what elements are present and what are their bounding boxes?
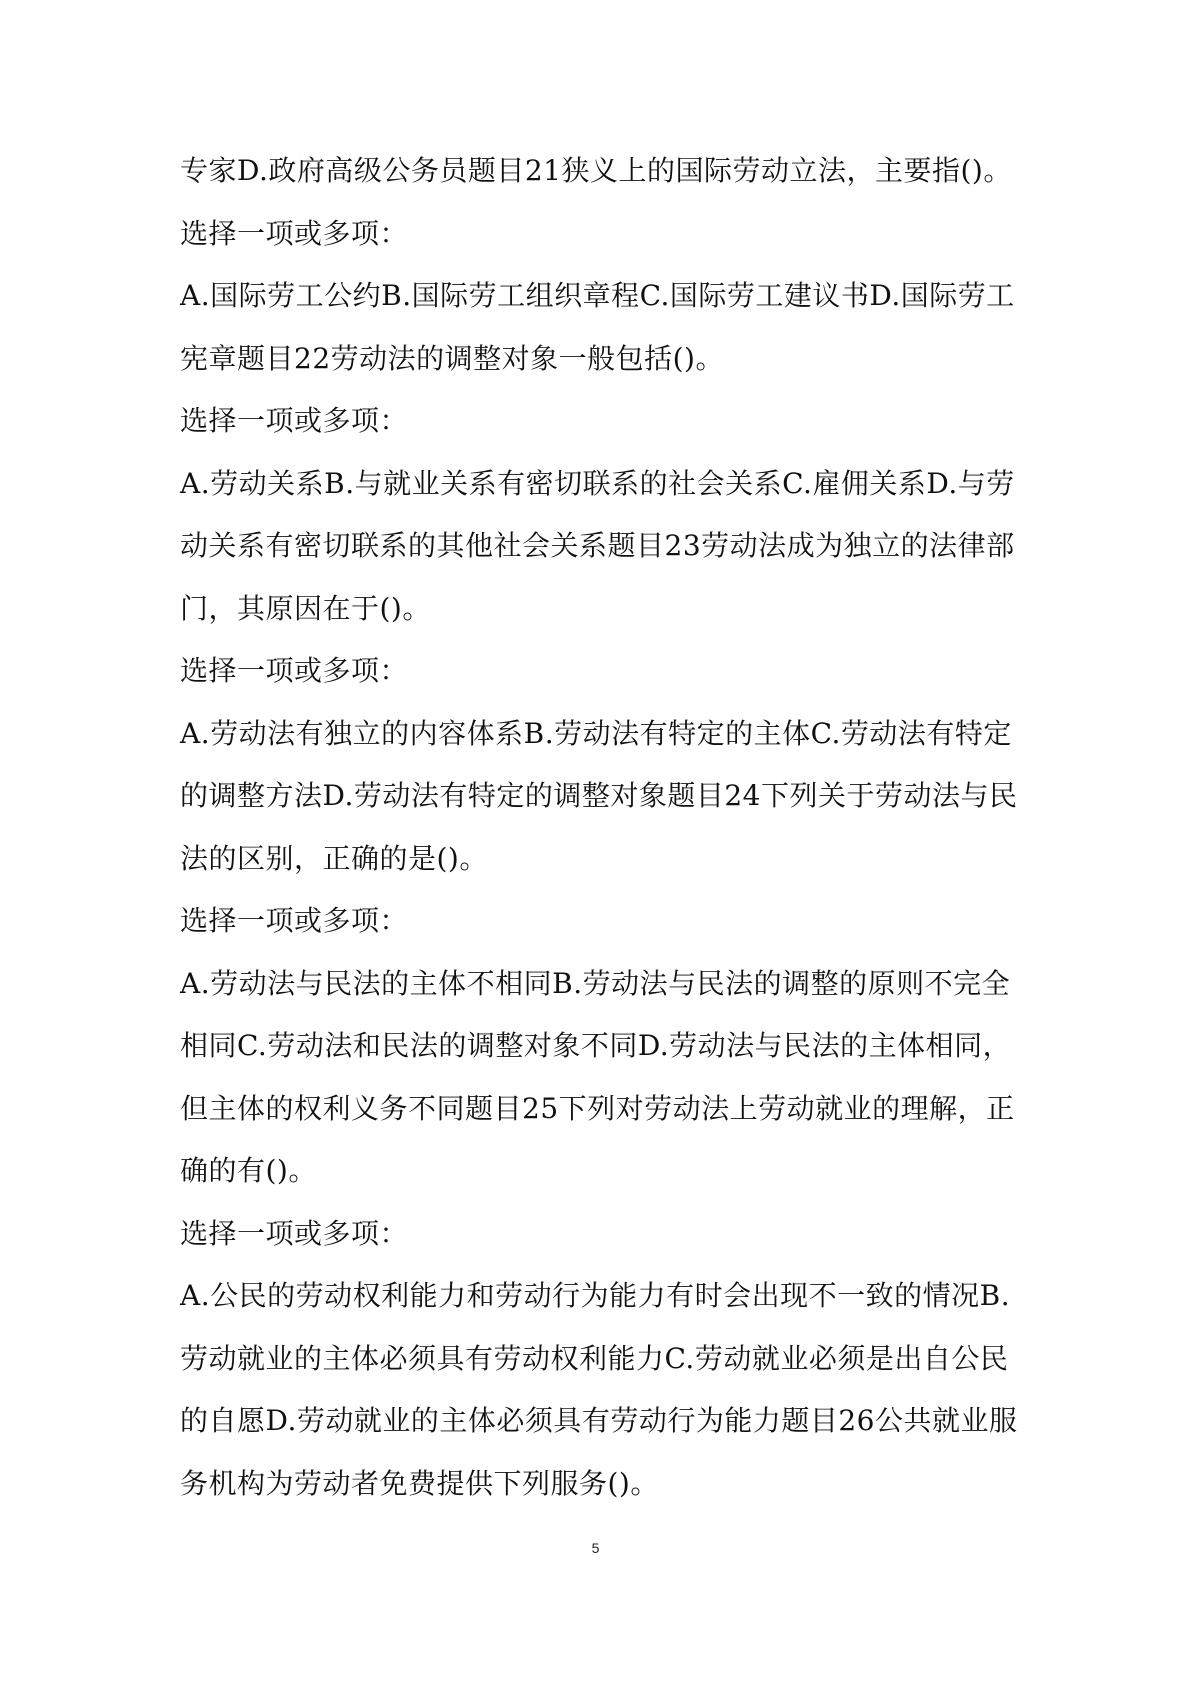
text-line: 但主体的权利义务不同题目25下列对劳动法上劳动就业的理解，正 [180,1091,1015,1125]
text-line: 门，其原因在于()。 [180,591,431,625]
text-line: 动关系有密切联系的其他社会关系题目23劳动法成为独立的法律部 [180,529,1015,562]
text-line: 法的区别，正确的是()。 [180,841,488,875]
text-line: 选择一项或多项： [180,404,409,437]
text-line: 确的有()。 [180,1154,317,1187]
text-line: 选择一项或多项： [180,654,409,687]
text-line: A.劳动法有独立的内容体系B.劳动法有特定的主体C.劳动法有特定 [180,716,1012,750]
text-line: A.劳动关系B.与就业关系有密切联系的社会关系C.雇佣关系D.与劳 [180,466,1015,500]
text-line: 务机构为劳动者免费提供下列服务()。 [180,1466,659,1500]
text-line: 专家D.政府高级公务员题目21狭义上的国际劳动立法，主要指()。 [180,154,1012,187]
text-line: 劳动就业的主体必须具有劳动权利能力C.劳动就业必须是出自公民 [180,1341,1009,1375]
text-line: A.劳动法与民法的主体不相同B.劳动法与民法的调整的原则不完全 [180,966,1011,1000]
text-line: 的调整方法D.劳动法有特定的调整对象题目24下列关于劳动法与民 [180,779,1018,812]
text-line: 选择一项或多项： [180,1216,409,1250]
text-line: 选择一项或多项： [180,904,409,937]
document-body [180,140,1020,1515]
text-line: 相同C.劳动法和民法的调整对象不同D.劳动法与民法的主体相同， [180,1029,1012,1062]
text-line: A.国际劳工公约B.国际劳工组织章程C.国际劳工建议书D.国际劳工 [180,279,1015,312]
page-number: 5 [591,1540,600,1556]
text-line: A.公民的劳动权利能力和劳动行为能力有时会出现不一致的情况B. [180,1279,1011,1312]
text-line: 选择一项或多项： [180,216,409,250]
text-line: 宪章题目22劳动法的调整对象一般包括()。 [180,341,724,375]
text-line: 的自愿D.劳动就业的主体必须具有劳动行为能力题目26公共就业服 [180,1404,1018,1437]
